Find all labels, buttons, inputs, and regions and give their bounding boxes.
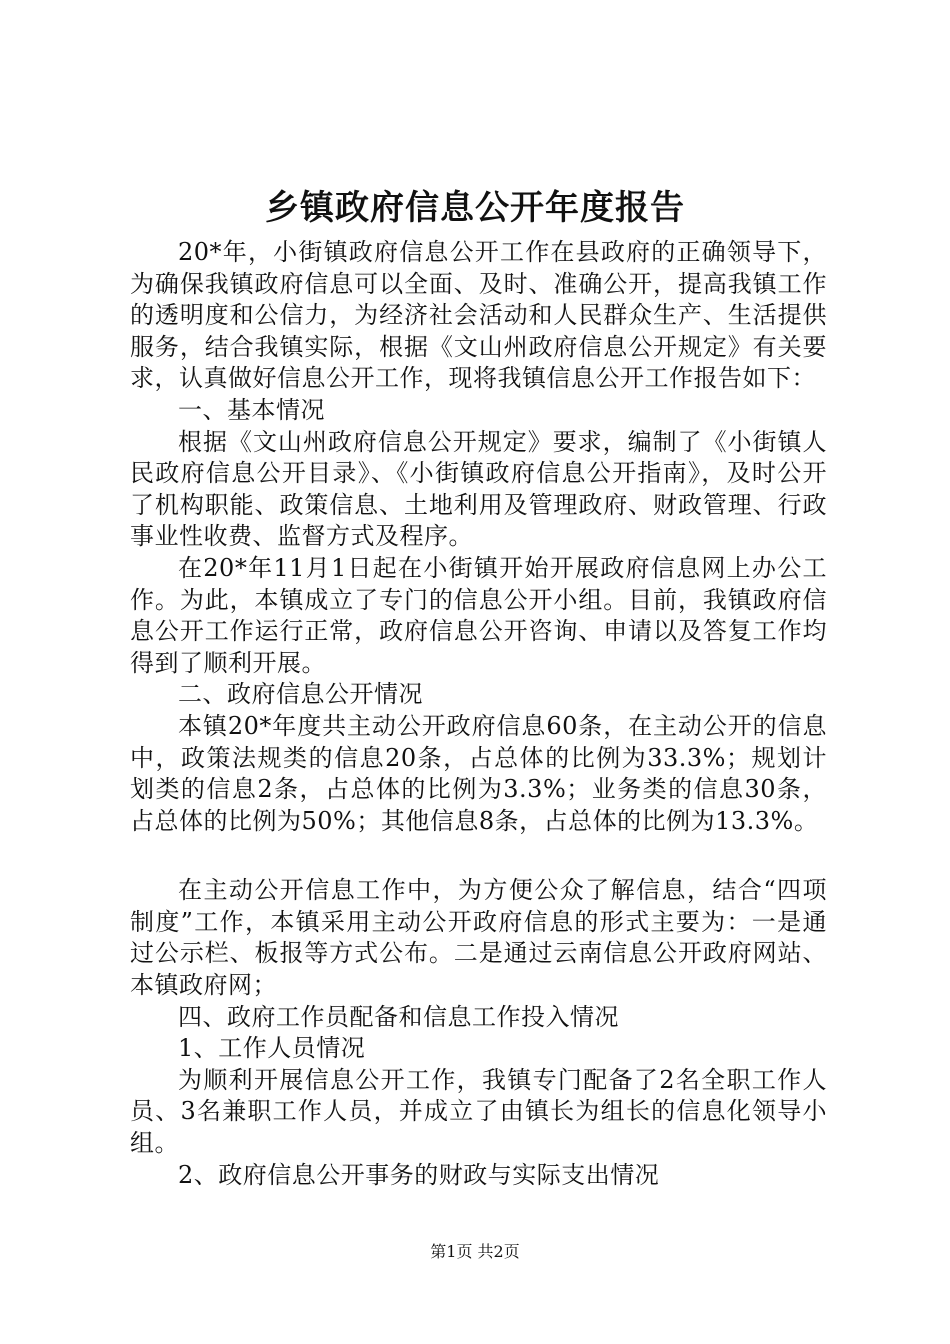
section-heading-staffing: 四、政府工作员配备和信息工作投入情况 <box>178 1002 619 1031</box>
section-heading-basic: 一、基本情况 <box>178 395 325 424</box>
section-heading-disclosure: 二、政府信息公开情况 <box>178 680 423 709</box>
document-body <box>130 237 827 1191</box>
online-office-paragraph: 在20*年11月1日起在小街镇开始开展政府信息网上办公工作。为此，本镇成立了专门的信息公开小组。目前，我镇政府信息公开工作运行正常，政府信息公开咨询、申请以及答复工作均得到了顺利开展。 <box>130 553 827 677</box>
disclosure-stats-paragraph: 本镇20*年度共主动公开政府信息60条，在主动公开的信息中，政策法规类的信息20条，占总体的比例为33.3%；规划计划类的信息2条，占总体的比例为3.3%；业务类的信息30条，占总体的比例为50%；其他信息8条，占总体的比例为13.3%。 <box>130 711 827 835</box>
subheading-staff: 1、工作人员情况 <box>178 1034 366 1063</box>
staff-paragraph: 为顺利开展信息公开工作，我镇专门配备了2名全职工作人员、3名兼职工作人员，并成立了由镇长为组长的信息化领导小组。 <box>130 1065 827 1158</box>
intro-paragraph: 20*年，小街镇政府信息公开工作在县政府的正确领导下，为确保我镇政府信息可以全面、及时、准确公开，提高我镇工作的透明度和公信力，为经济社会活动和人民群众生产、生活提供服务，结合我镇实际，根据《文山州政府信息公开规定》有关要求，认真做好信息公开工作，现将我镇信息公开工作报告如下： <box>130 238 827 393</box>
document-title: 乡镇政府信息公开年度报告 <box>265 188 685 228</box>
disclosure-methods-paragraph: 在主动公开信息工作中，为方便公众了解信息，结合“四项制度”工作，本镇采用主动公开政府信息的形式主要为：一是通过公示栏、板报等方式公布。二是通过云南信息公开政府网站、本镇政府网； <box>130 876 827 1000</box>
paragraph-gap <box>130 837 827 875</box>
page-number-footer: 第1页 共2页 <box>430 1242 520 1261</box>
basic-paragraph: 根据《文山州政府信息公开规定》要求，编制了《小街镇人民政府信息公开目录》、《小街镇政府信息公开指南》，及时公开了机构职能、政策信息、土地利用及管理政府、财政管理、行政事业性收费、监督方式及程序。 <box>130 427 827 551</box>
subheading-finance: 2、政府信息公开事务的财政与实际支出情况 <box>178 1160 660 1189</box>
